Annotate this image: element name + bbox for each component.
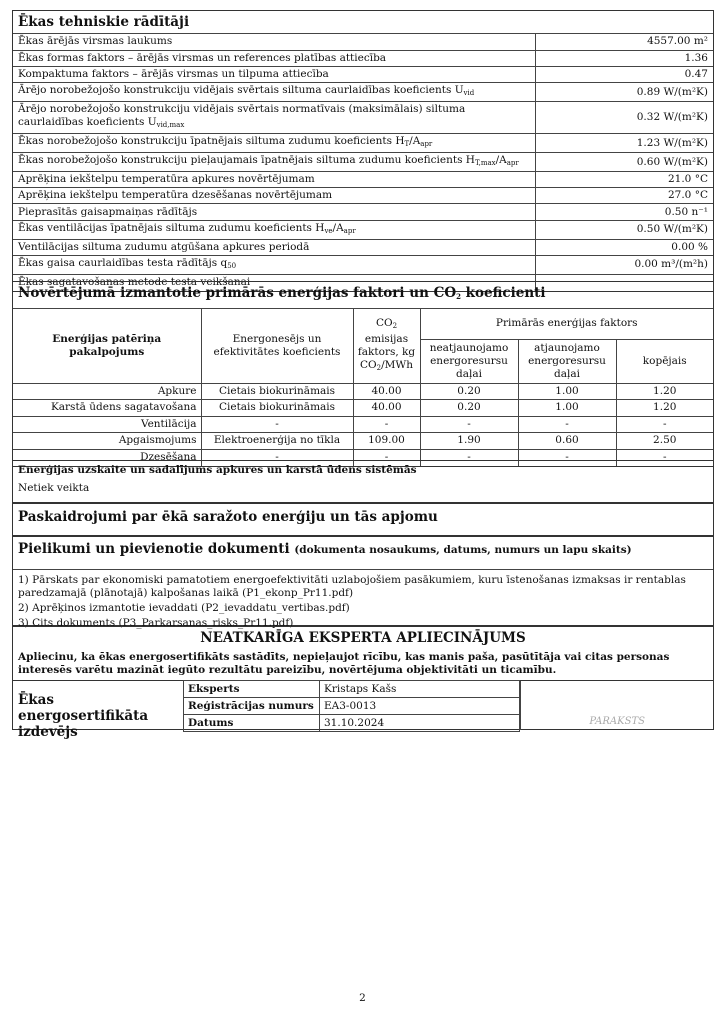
tech-row	[13, 204, 713, 220]
renewable-cell: 1.00	[518, 400, 616, 417]
tech-label: Ēkas gaisa caurlaidības testa rādītājs $q_{50}$	[13, 255, 535, 274]
total-cell: -	[616, 416, 713, 433]
attachments-title: Pielikumi un pievienotie dokumenti (dokumenta nosaukums, datums, numurs un lapu skaits)	[18, 541, 632, 557]
primary-energy-section	[12, 281, 714, 467]
tech-row	[13, 153, 713, 172]
tech-value: 1.23 W/(m²K)	[535, 134, 713, 153]
nonrenewable-cell: -	[420, 449, 518, 466]
tech-label: Ēkas norobežojošo konstrukciju pieļaujamais īpatnējais siltuma zudumu koeficients $H_{T,max}/A_{apr}$	[13, 153, 535, 172]
total-cell: 1.20	[616, 400, 713, 417]
tech-value: 0.89 W/(m²K)	[535, 83, 713, 102]
certification-text: Apliecinu, ka ēkas energosertifikāts sastādīts, nepieļaujot rīcību, kas manis paša, pasūtītāja vai citas personas interesēs varētu mazināt iegūto rezultātu pareizību, novērtējuma objektivitāti un ticamību.	[18, 651, 670, 676]
total-cell: -	[616, 449, 713, 466]
primary-row	[13, 400, 713, 417]
co2-cell: -	[353, 449, 420, 466]
certification-title: NEATKARĪGA EKSPERTA APLIECINĀJUMS	[200, 630, 526, 646]
nonrenewable-cell: -	[420, 416, 518, 433]
total-cell: 2.50	[616, 433, 713, 450]
tech-value: 21.0 °C	[535, 172, 713, 188]
explanation-section	[12, 503, 714, 536]
tech-value: 0.00 m³/(m²h)	[535, 255, 713, 274]
tech-row	[13, 239, 713, 255]
service-cell: Karstā ūdens sagatavošana	[13, 400, 201, 417]
attachments-list	[13, 569, 713, 630]
tech-label: Ēkas sagatavošanas metode testa veikšanai	[13, 274, 535, 290]
primary-factor-group-header: Primārās enerģijas faktors	[420, 309, 713, 339]
tech-label: Ārējo norobežojošo konstrukciju vidējais svērtais siltuma caurlaidības koeficients $U_{vid}$	[13, 83, 535, 102]
primary-row	[13, 433, 713, 450]
carrier-cell: Elektroenerģija no tīkla	[201, 433, 353, 450]
technical-indicators-title: Ēkas tehniskie rādītāji	[13, 11, 713, 34]
service-cell: Apgaismojums	[13, 433, 201, 450]
tech-row	[13, 220, 713, 239]
primary-row	[13, 383, 713, 400]
tech-row	[13, 134, 713, 153]
tech-label: Ēkas ārējās virsmas laukums	[13, 34, 535, 50]
expert-key: Eksperts	[184, 681, 320, 698]
tech-row	[13, 172, 713, 188]
col-renewable-header: atjaunojamo energoresursu daļai	[518, 339, 616, 383]
attachment-item: 3) Cits dokuments (P3_Parkarsanas_risks_Pr11.pdf)	[18, 617, 294, 629]
tech-label: Aprēķina iekštelpu temperatūra apkures novērtējumam	[13, 172, 535, 188]
tech-value: 0.47	[535, 66, 713, 82]
service-cell: Apkure	[13, 383, 201, 400]
renewable-cell: 0.60	[518, 433, 616, 450]
tech-label: Ēkas norobežojošo konstrukciju īpatnējais siltuma zudumu koeficients $H_T/A_{apr}$	[13, 134, 535, 153]
carrier-cell: -	[201, 449, 353, 466]
co2-cell: 40.00	[353, 383, 420, 400]
tech-row	[13, 83, 713, 102]
tech-value: 0.50 W/(m²K)	[535, 220, 713, 239]
total-cell: 1.20	[616, 383, 713, 400]
tech-label: Pieprasītās gaisapmaiņas rādītājs	[13, 204, 535, 220]
service-cell: Ventilācija	[13, 416, 201, 433]
attachment-item: 2) Aprēķinos izmantotie ievaddati (P2_ievaddatu_vertibas.pdf)	[18, 602, 350, 614]
renewable-cell: 1.00	[518, 383, 616, 400]
tech-row	[13, 66, 713, 82]
col-nonrenewable-header: neatjaunojamo energoresursu daļai	[420, 339, 518, 383]
tech-label: Aprēķina iekštelpu temperatūra dzesēšanas novērtējumam	[13, 188, 535, 204]
carrier-cell: Cietais biokurināmais	[201, 383, 353, 400]
registration-value: EA3-0013	[320, 698, 520, 715]
tech-row	[13, 50, 713, 66]
co2-cell: 109.00	[353, 433, 420, 450]
primary-energy-title: Novērtējumā izmantotie primārās enerģijas faktori un $CO_2$ koeficienti	[13, 282, 713, 309]
technical-indicators-section	[12, 10, 714, 292]
co2-cell: -	[353, 416, 420, 433]
tech-value: 0.32 W/(m²K)	[535, 102, 713, 134]
col-co2-header: $CO_2$ emisijas faktors, kg $CO_2$/MWh	[353, 309, 420, 383]
heating-metering-value: Netiek veikta	[18, 482, 90, 494]
certification-section	[12, 626, 714, 681]
tech-label: Ventilācijas siltuma zudumu atgūšana apkures periodā	[13, 239, 535, 255]
nonrenewable-cell: 0.20	[420, 400, 518, 417]
expert-value: Kristaps Kašs	[320, 681, 520, 698]
nonrenewable-cell: 0.20	[420, 383, 518, 400]
tech-row	[13, 34, 713, 50]
col-total-header: kopējais	[616, 339, 713, 383]
attachment-item: 1) Pārskats par ekonomiski pamatotiem energoefektivitāti uzlabojošiem pasākumiem, kuru īstenošanas izmaksas ir rentablas paredzamajā (plānotajā) kalpošanas laikā (P1_ekonp_Pr11.pdf)	[18, 574, 686, 599]
tech-value: 0.50 n⁻¹	[535, 204, 713, 220]
col-carrier-header: Energonesējs un efektivitātes koeficients	[201, 309, 353, 383]
renewable-cell: -	[518, 416, 616, 433]
heating-metering-section	[12, 460, 714, 503]
tech-label: Ēkas formas faktors – ārējās virsmas un references platības attiecība	[13, 50, 535, 66]
signature-box	[520, 681, 715, 730]
tech-row	[13, 255, 713, 274]
signature-placeholder: PARAKSTS	[589, 716, 645, 727]
attachments-section	[12, 536, 714, 629]
primary-row	[13, 416, 713, 433]
tech-label: Kompaktuma faktors – ārējās virsmas un tilpuma attiecība	[13, 66, 535, 82]
technical-indicators-table	[13, 34, 713, 291]
tech-value: 27.0 °C	[535, 188, 713, 204]
page-number: 2	[359, 992, 366, 1004]
tech-value: 4557.00 m²	[535, 34, 713, 50]
tech-label: Ārējo norobežojošo konstrukciju vidējais svērtais normatīvais (maksimālais) siltuma caurlaidības koeficients $U_{vid,max}$	[13, 102, 535, 134]
col-service-header: Enerģijas patēriņa pakalpojums	[13, 309, 201, 383]
tech-value: 0.60 W/(m²K)	[535, 153, 713, 172]
service-cell: Dzesēšana	[13, 449, 201, 466]
nonrenewable-cell: 1.90	[420, 433, 518, 450]
tech-row	[13, 188, 713, 204]
issuer-table	[183, 680, 520, 732]
co2-cell: 40.00	[353, 400, 420, 417]
registration-key: Reģistrācijas numurs	[184, 698, 320, 715]
tech-value: 1.36	[535, 50, 713, 66]
carrier-cell: -	[201, 416, 353, 433]
date-value: 31.10.2024	[320, 715, 520, 732]
carrier-cell: Cietais biokurināmais	[201, 400, 353, 417]
renewable-cell: -	[518, 449, 616, 466]
tech-value: 0.00 %	[535, 239, 713, 255]
date-key: Datums	[184, 715, 320, 732]
issuer-label: Ēkas energosertifikāta izdevējs	[18, 692, 149, 740]
issuer-section	[12, 680, 714, 740]
tech-row	[13, 102, 713, 134]
primary-energy-table	[13, 309, 713, 466]
tech-label: Ēkas ventilācijas īpatnējais siltuma zudumu koeficients $H_{ve}/A_{apr}$	[13, 220, 535, 239]
heating-metering-title: Enerģijas uzskaite un sadalījums apkures un karstā ūdens sistēmās	[18, 464, 417, 476]
explanation-title: Paskaidrojumi par ēkā saražoto enerģiju un tās apjomu	[18, 509, 438, 525]
